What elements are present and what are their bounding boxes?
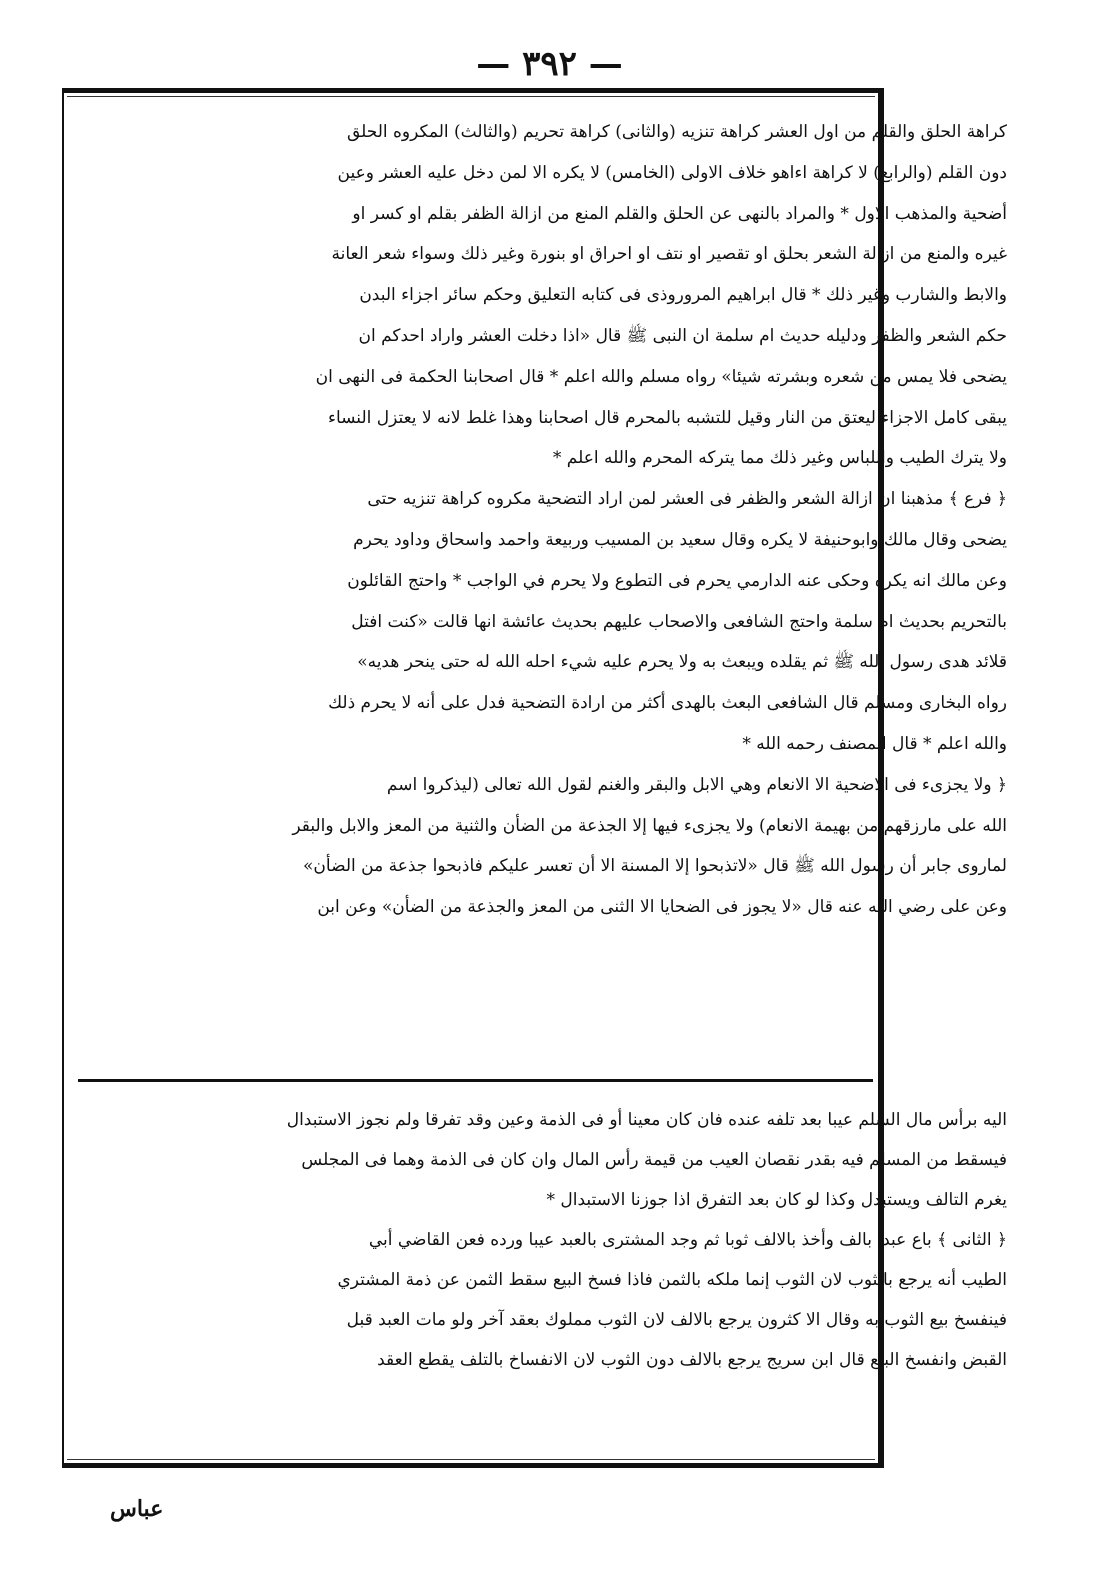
printer-signature: عباس: [110, 1496, 164, 1522]
main-text-line: كراهة الحلق والقلم من اول العشر كراهة تنزيه (والثانى) كراهة تحريم (والثالث) المكروه الحلق: [346, 122, 1007, 142]
main-text-line: لماروى جابر أن رسول الله ﷺ قال «لاتذبحوا إلا المسنة الا أن تعسر عليكم فاذبحوا جذعة من الضأن»: [303, 856, 1007, 877]
footnote-line: فيسقط من المسلم فيه بقدر نقصان العيب من قيمة رأس المال وان كان فى الذمة وهما فى المجلس: [301, 1150, 1007, 1170]
main-text-line: وعن مالك انه يكره وحكى عنه الدارمي يحرم فى التطوع ولا يحرم في الواجب * واحتج القائلون: [347, 570, 1007, 591]
footnote-line: يغرم التالف ويستبدل وكذا لو كان بعد التفرق اذا جوزنا الاستبدال *: [546, 1190, 1007, 1210]
footnote-line: فينفسخ بيع الثوب به وقال الا كثرون يرجع بالالف لان الثوب مملوك بعقد آخر ولو مات العبد قبل: [346, 1310, 1007, 1330]
footnote-line: ﴿ الثانى ﴾ باع عبدا بالف وأخذ بالالف ثوبا ثم وجد المشترى بالعبد عيبا ورده فعن القاضي أبي: [368, 1230, 1007, 1250]
main-text-line: يضحى وقال مالك وابوحنيفة لا يكره وقال سعيد بن المسيب وربيعة واحمد واسحاق وداود يحرم: [353, 529, 1007, 550]
main-text-line: بالتحريم بحديث ام سلمة واحتج الشافعى والاصحاب عليهم بحديث عائشة انها قالت «كنت افتل: [351, 611, 1007, 632]
main-text-line: حكم الشعر والظفر ودليله حديث ام سلمة ان النبى ﷺ قال «اذا دخلت العشر واراد احدكم ان: [358, 325, 1007, 346]
footnote-text: [237, 1100, 1007, 1440]
main-text-line: دون القلم (والرابع) لا كراهة اءاهو خلاف الاولى (الخامس) لا يكره الا لمن دخل عليه العشر وعين: [337, 162, 1007, 183]
main-text-line: وعن على رضي الله عنه قال «لا يجوز فى الضحايا الا الثنى من المعز والجذعة من الضأن» وعن ابن: [317, 897, 1007, 918]
main-text-line: قلائد هدى رسول الله ﷺ ثم يقلده ويبعث به ولا يحرم عليه شيء احله الله له حتى ينحر هديه»: [357, 652, 1007, 673]
main-text-line: غيره والمنع من ازالة الشعر بحلق او تقصير او نتف او احراق او بنورة وغير ذلك وسواء شعر العانة: [331, 244, 1007, 265]
main-text-line: يضحى فلا يمس من شعره وبشرته شيئا» رواه مسلم والله اعلم * قال اصحابنا الحكمة فى النهى ان: [315, 366, 1007, 387]
main-text-line: والابط والشارب وغير ذلك * قال ابراهيم المروروذى فى كتابه التعليق وحكم سائر اجزاء البدن: [359, 285, 1007, 306]
footnote-separator: [78, 1079, 873, 1082]
main-text-line: يبقى كامل الاجزاء ليعتق من النار وقيل للتشبه بالمحرم قال اصحابنا وهذا غلط لانه لا يعتزل النساء: [327, 407, 1007, 428]
main-text-line: والله اعلم * قال المصنف رحمه الله *: [742, 733, 1007, 754]
main-text-line: الله على مارزقهم من بهيمة الانعام) ولا يجزىء فيها إلا الجذعة من الضأن والثنية من المعز والابل والبقر: [292, 815, 1007, 836]
main-text-line: رواه البخارى ومسلم قال الشافعى البعث بالهدى أكثر من ارادة التضحية فدل على أنه لا يحرم ذلك: [328, 693, 1007, 714]
footnote-line: القبض وانفسخ البيع قال ابن سريج يرجع بالالف دون الثوب لان الانفساخ بالتلف يقطع العقد: [377, 1350, 1007, 1370]
main-text-line: أضحية والمذهب الاول * والمراد بالنهى عن الحلق والقلم المنع من ازالة الظفر بقلم او كسر او: [352, 203, 1007, 224]
footnote-line: الطيب أنه يرجع بالثوب لان الثوب إنما ملكه بالثمن فاذا فسخ البيع سقط الثمن عن ذمة المشتري: [337, 1270, 1007, 1290]
page-number: — ٣٩٢ —: [476, 44, 623, 84]
main-text-line: ولا يترك الطيب واللباس وغير ذلك مما يتركه المحرم والله اعلم *: [552, 448, 1007, 469]
main-text-line: ﴿ فرع ﴾ مذهبنا ان ازالة الشعر والظفر فى العشر لمن اراد التضحية مكروه كراهة تنزيه حتى: [367, 489, 1007, 510]
main-text: [237, 112, 1007, 1062]
footnote-line: اليه برأس مال السلم عيبا بعد تلفه عنده فان كان معينا أو فى الذمة وعين وقد تفرقا ولم نجوز الاستبدال: [286, 1110, 1007, 1130]
main-text-line: ﴿ ولا يجزىء فى الاضحية الا الانعام وهي الابل والبقر والغنم لقول الله تعالى (ليذكروا اسم: [386, 774, 1007, 795]
